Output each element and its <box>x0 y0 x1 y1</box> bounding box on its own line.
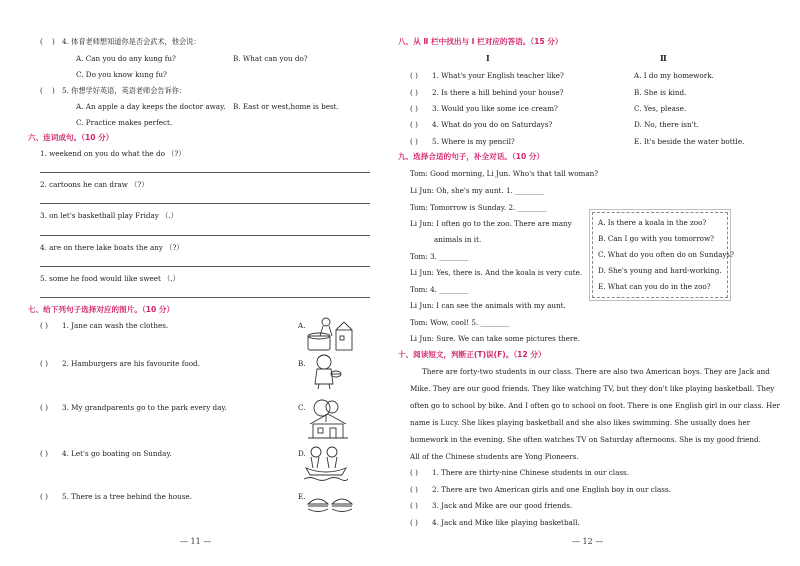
dialogue-line-9: Li Jun: I can see the animals with my aunt. <box>410 301 566 310</box>
s6-item-2: 2. cartoons he can draw （?） <box>40 180 149 189</box>
passage-line-1: There are forty-two students in our class. There are also two American boys. They are Jack and <box>422 367 770 376</box>
dialogue-line-5: animals in it. <box>434 235 482 244</box>
page-number-right: — 12 — <box>572 537 604 546</box>
s7-item-4: 4. Let's go boating on Sunday. <box>62 449 172 458</box>
passage-line-5: homework in the evening. She often watches TV on Saturday afternoons. She is my good friend. <box>410 435 761 444</box>
s6-answer-line-5[interactable] <box>40 297 370 298</box>
s8-question-5: 5. Where is my pencil? <box>432 137 515 146</box>
q4-stem: 4. 体育老师想知道你是否会武术，他会说： <box>62 37 201 46</box>
s8-question-4: 4. What do you do on Saturdays? <box>432 120 553 129</box>
section8-title: 八、从 Ⅱ 栏中找出与 Ⅰ 栏对应的答语。（15 分） <box>398 37 563 46</box>
q5-paren[interactable]: ( ) <box>40 86 55 95</box>
passage-line-2: Mike. They are our good friends. They like watching TV, but they don't like playing basketball. They <box>410 384 775 393</box>
s7-paren-4[interactable]: ( ) <box>40 449 48 458</box>
s10-paren-2[interactable]: ( ) <box>410 485 418 494</box>
dialogue-line-3: Tom: Tomorrow is Sunday. 2. ________ <box>410 203 547 212</box>
s8-answer-a: A. I do my homework. <box>634 71 714 80</box>
pic-label-e: E. <box>298 492 306 501</box>
s8-paren-5[interactable]: ( ) <box>410 137 418 146</box>
section10-title: 十、阅读短文，判断正(T)误(F)。（12 分） <box>398 350 546 359</box>
s8-answer-d: D. No, there isn't. <box>634 120 699 129</box>
pic-label-a: A. <box>298 321 306 330</box>
section9-title: 九、选择合适的句子，补全对话。（10 分） <box>398 152 545 161</box>
q4-option-b: B. What can you do? <box>233 54 308 63</box>
s8-question-3: 3. Would you like some ice cream? <box>432 104 558 113</box>
section6-title: 六、连词成句。（10 分） <box>28 133 114 142</box>
q5-option-a: A. An apple a day keeps the doctor away. <box>76 102 226 111</box>
s7-item-5: 5. There is a tree behind the house. <box>62 492 192 501</box>
s6-item-1: 1. weekend on you do what the do （?） <box>40 149 186 158</box>
s9-option-a: A. Is there a koala in the zoo? <box>598 218 707 227</box>
s7-item-1: 1. Jane can wash the clothes. <box>62 321 169 330</box>
s10-item-2: 2. There are two American girls and one English boy in our class. <box>432 485 671 494</box>
dialogue-line-4: Li Jun: I often go to the zoo. There are many <box>410 219 572 228</box>
dialogue-line-6: Tom: 3. ________ <box>410 252 468 261</box>
pic-label-b: B. <box>298 359 306 368</box>
s6-answer-line-2[interactable] <box>40 203 370 204</box>
s8-answer-e: E. It's beside the water bottle. <box>634 137 745 146</box>
s8-paren-3[interactable]: ( ) <box>410 104 418 113</box>
picture-b-boy-eating-icon <box>308 352 344 390</box>
s8-paren-4[interactable]: ( ) <box>410 120 418 129</box>
s7-paren-2[interactable]: ( ) <box>40 359 48 368</box>
q5-option-b: B. East or west,home is best. <box>233 102 339 111</box>
s10-paren-4[interactable]: ( ) <box>410 518 418 527</box>
s10-item-4: 4. Jack and Mike like playing basketball. <box>432 518 580 527</box>
s7-paren-5[interactable]: ( ) <box>40 492 48 501</box>
s8-answer-b: B. She is kind. <box>634 88 687 97</box>
s6-item-5: 5. some he food would like sweet （.） <box>40 274 180 283</box>
s7-item-3: 3. My grandparents go to the park every day. <box>62 403 227 412</box>
passage-line-4: name is Lucy. She likes playing basketball and she also likes swimming. She usually does her <box>410 418 751 427</box>
s8-question-1: 1. What's your English teacher like? <box>432 71 564 80</box>
s6-answer-line-1[interactable] <box>40 172 370 173</box>
dialogue-line-10: Tom: Wow, cool! 5. ________ <box>410 318 510 327</box>
dialogue-line-1: Tom: Good morning, Li Jun. Who's that tall woman? <box>410 169 599 178</box>
s6-answer-line-3[interactable] <box>40 235 370 236</box>
dialogue-line-8: Tom: 4. ________ <box>410 285 468 294</box>
column-1-header: Ⅰ <box>486 53 490 63</box>
s10-item-1: 1. There are thirty-nine Chinese students in our class. <box>432 468 630 477</box>
picture-d-boating-icon <box>304 442 348 482</box>
q4-option-a: A. Can you do any kung fu? <box>76 54 176 63</box>
s7-item-2: 2. Hamburgers are his favourite food. <box>62 359 200 368</box>
q5-option-c: C. Practice makes perfect. <box>76 118 173 127</box>
s6-item-4: 4. are on there lake boats the any （?） <box>40 243 184 252</box>
picture-e-hamburgers-icon <box>306 492 356 518</box>
picture-c-house-tree-icon <box>306 398 350 440</box>
s10-paren-3[interactable]: ( ) <box>410 501 418 510</box>
page-number-left: — 11 — <box>180 537 212 546</box>
pic-label-d: D. <box>298 449 306 458</box>
s9-option-b: B. Can I go with you tomorrow? <box>598 234 715 243</box>
passage-line-6: All of the Chinese students are Yong Pioneers. <box>410 452 579 461</box>
q5-stem: 5. 你想学好英语，英语老师会告诉你： <box>62 86 187 95</box>
s9-option-d: D. She's young and hard-working. <box>598 266 722 275</box>
section7-title: 七、给下列句子选择对应的图片。（10 分） <box>28 305 175 314</box>
pic-label-c: C. <box>298 403 306 412</box>
s9-option-e: E. What can you do in the zoo? <box>598 282 711 291</box>
s8-question-2: 2. Is there a hill behind your house? <box>432 88 564 97</box>
left-page <box>0 0 392 566</box>
s6-answer-line-4[interactable] <box>40 266 370 267</box>
right-page <box>392 0 800 566</box>
passage-line-3: often go to school by bike. And I often go to school on foot. There is one English girl in our class. Her <box>410 401 780 410</box>
s7-paren-1[interactable]: ( ) <box>40 321 48 330</box>
s10-item-3: 3. Jack and Mike are our good friends. <box>432 501 573 510</box>
s9-option-c: C. What do you often do on Sundays? <box>598 250 734 259</box>
s7-paren-3[interactable]: ( ) <box>40 403 48 412</box>
dialogue-line-11: Li Jun: Sure. We can take some pictures there. <box>410 334 580 343</box>
dialogue-line-2: Li Jun: Oh, she's my aunt. 1. ________ <box>410 186 544 195</box>
s8-paren-2[interactable]: ( ) <box>410 88 418 97</box>
picture-a-washing-clothes-icon <box>306 314 356 354</box>
column-2-header: Ⅱ <box>660 53 667 63</box>
q4-option-c: C. Do you know kung fu? <box>76 70 167 79</box>
s10-paren-1[interactable]: ( ) <box>410 468 418 477</box>
q4-paren[interactable]: ( ) <box>40 37 55 46</box>
s8-answer-c: C. Yes, please. <box>634 104 687 113</box>
s6-item-3: 3. on let's basketball play Friday （.） <box>40 211 178 220</box>
s8-paren-1[interactable]: ( ) <box>410 71 418 80</box>
dialogue-line-7: Li Jun: Yes, there is. And the koala is very cute. <box>410 268 583 277</box>
